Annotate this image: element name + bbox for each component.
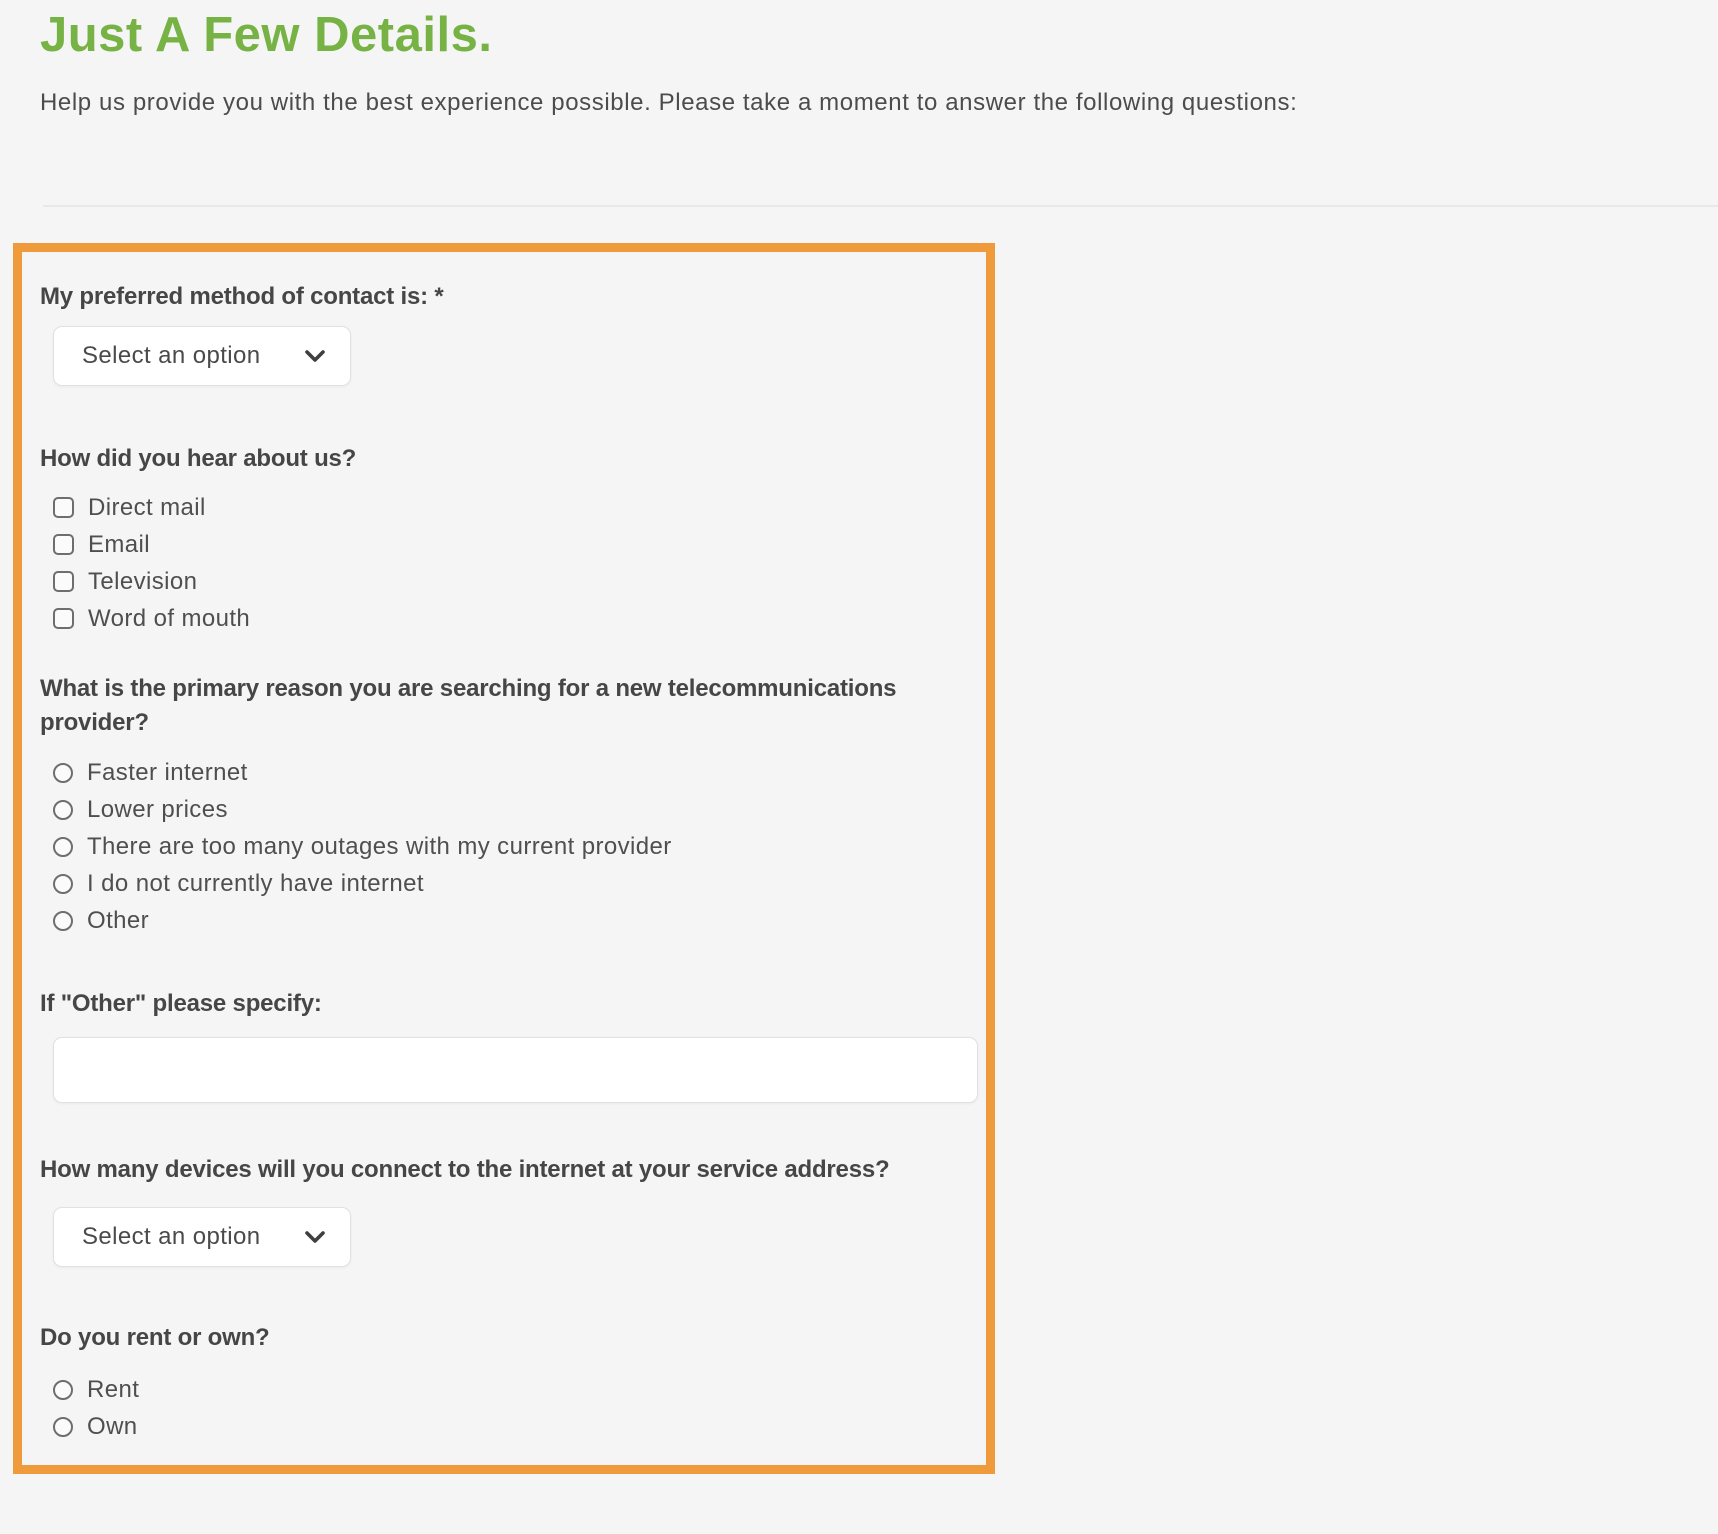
option-label: Rent (87, 1375, 140, 1403)
option-label: Word of mouth (88, 604, 251, 632)
checkbox-email[interactable] (53, 534, 74, 555)
checkbox-word-of-mouth[interactable] (53, 608, 74, 629)
radio-rent[interactable] (53, 1380, 73, 1400)
option-label: Own (87, 1412, 138, 1440)
option-label: Email (88, 530, 151, 558)
other-specify-input[interactable] (53, 1037, 978, 1103)
option-label: Faster internet (87, 758, 248, 786)
option-label: Lower prices (87, 795, 228, 823)
radio-option-rent[interactable] (53, 1371, 966, 1408)
devices-dropdown-value: Select an option (82, 1223, 261, 1250)
rent-own-options (40, 1371, 966, 1445)
option-label: Other (87, 906, 150, 934)
question-other-specify (40, 987, 966, 1103)
option-label: Direct mail (88, 493, 206, 521)
checkbox-option-email[interactable] (53, 526, 966, 563)
radio-option-own[interactable] (53, 1408, 966, 1445)
radio-too-many-outages[interactable] (53, 837, 73, 857)
radio-option-other[interactable] (53, 902, 966, 939)
radio-option-faster-internet[interactable] (53, 754, 966, 791)
page-title: Just A Few Details. (40, 8, 493, 62)
rent-own-label: Do you rent or own? (40, 1324, 270, 1351)
question-hear-about (40, 442, 966, 637)
radio-other[interactable] (53, 911, 73, 931)
chevron-down-icon (304, 1230, 326, 1244)
checkbox-option-word-of-mouth[interactable] (53, 600, 966, 637)
radio-faster-internet[interactable] (53, 763, 73, 783)
option-label: There are too many outages with my current provider (87, 832, 672, 860)
hear-about-options (40, 489, 966, 637)
question-primary-reason (40, 672, 966, 939)
other-specify-label: If "Other" please specify: (40, 990, 322, 1017)
question-devices (40, 1153, 966, 1267)
primary-reason-label: What is the primary reason you are searching for a new telecommunications provider? (40, 675, 897, 736)
devices-dropdown[interactable] (53, 1207, 351, 1267)
radio-option-too-many-outages[interactable] (53, 828, 966, 865)
checkbox-option-direct-mail[interactable] (53, 489, 966, 526)
radio-option-lower-prices[interactable] (53, 791, 966, 828)
question-rent-own (40, 1321, 966, 1445)
contact-method-dropdown[interactable] (53, 326, 351, 386)
option-label: Television (88, 567, 198, 595)
question-contact-method (40, 280, 966, 386)
radio-own[interactable] (53, 1417, 73, 1437)
checkbox-option-television[interactable] (53, 563, 966, 600)
option-label: I do not currently have internet (87, 869, 424, 897)
checkbox-television[interactable] (53, 571, 74, 592)
hear-about-label: How did you hear about us? (40, 445, 357, 472)
radio-lower-prices[interactable] (53, 800, 73, 820)
devices-label: How many devices will you connect to the internet at your service address? (40, 1156, 890, 1183)
radio-option-no-current-internet[interactable] (53, 865, 966, 902)
primary-reason-options (40, 754, 966, 939)
contact-method-label: My preferred method of contact is: * (40, 283, 444, 310)
form-highlight-box (13, 243, 995, 1474)
chevron-down-icon (304, 349, 326, 363)
checkbox-direct-mail[interactable] (53, 497, 74, 518)
page-subtitle: Help us provide you with the best experience possible. Please take a moment to answer the following questions: (40, 89, 1298, 116)
divider (43, 205, 1718, 207)
contact-method-dropdown-value: Select an option (82, 342, 261, 369)
radio-no-current-internet[interactable] (53, 874, 73, 894)
